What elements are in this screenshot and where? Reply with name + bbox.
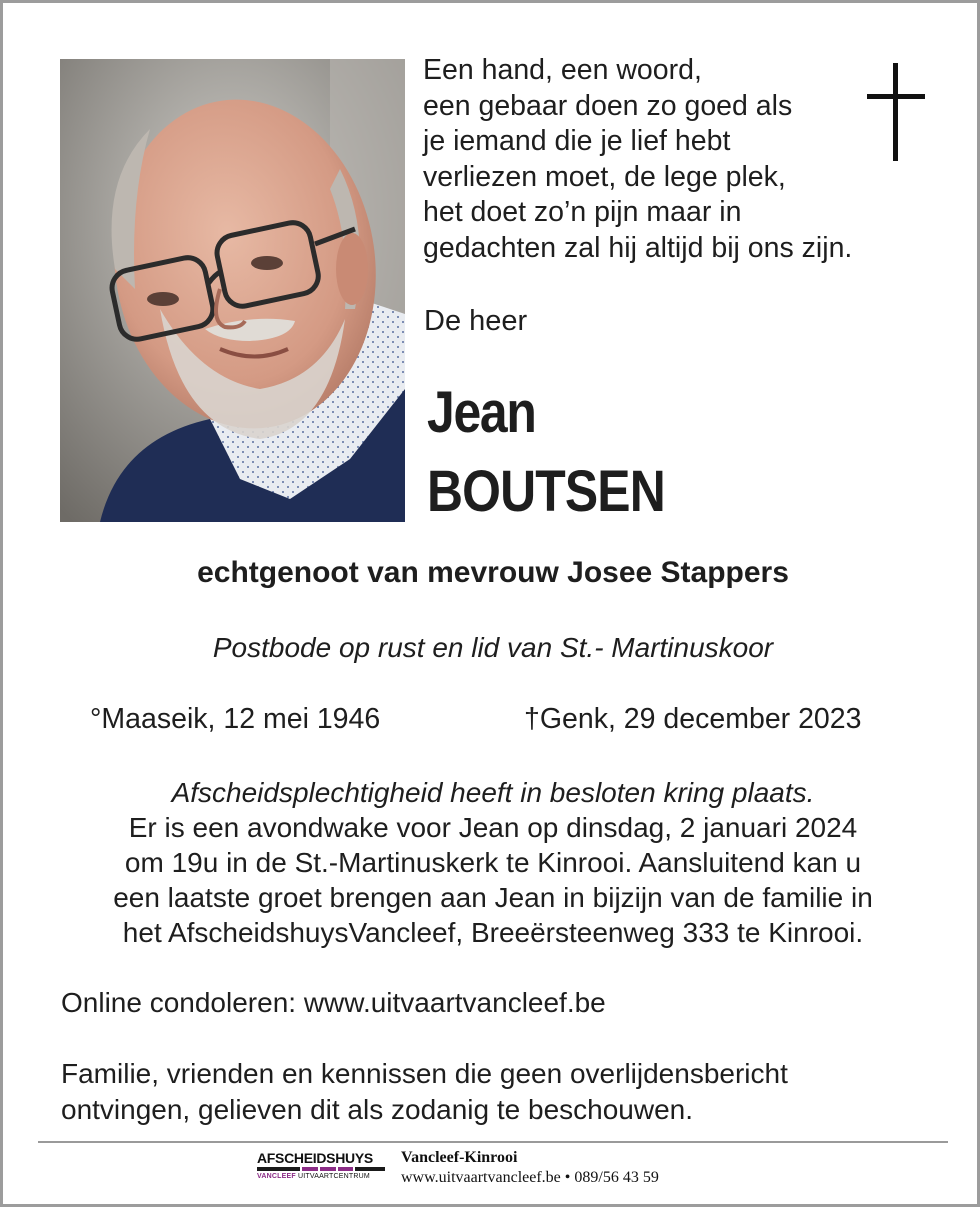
logo-title: AFSCHEIDSHUYS (257, 1150, 373, 1166)
birth-date: °Maaseik, 12 mei 1946 (90, 703, 381, 735)
logo-bar-segment (338, 1167, 354, 1171)
service-line: het AfscheidshuysVancleef, Breeërsteenweg 333 te Kinrooi. (122, 917, 864, 948)
logo-bar-segment (320, 1167, 336, 1171)
poem-line: een gebaar doen zo goed als (423, 89, 793, 122)
firm-contact: www.uitvaartvancleef.be • 089/56 43 59 (401, 1169, 659, 1186)
cross-icon (867, 63, 925, 163)
logo-bar-segment (302, 1167, 318, 1171)
first-name: Jean (427, 380, 536, 445)
logo-bar-segment (257, 1167, 300, 1171)
service-intro: Afscheidsplechtigheid heeft in besloten kring plaats. (171, 777, 815, 808)
honorific: De heer (424, 305, 528, 337)
last-name: BOUTSEN (427, 459, 665, 524)
service-line: Er is een avondwake voor Jean op dinsdag, 2 januari 2024 (128, 812, 858, 843)
logo-subtitle (257, 1173, 385, 1180)
logo-color-bar (257, 1167, 385, 1171)
poem (423, 53, 893, 266)
poem-line: het doet zo’n pijn maar in (423, 196, 742, 228)
poem-line: je iemand die je lief hebt (423, 125, 731, 157)
notice-line: ontvingen, gelieven dit als zodanig te beschouwen. (61, 1094, 693, 1125)
footer-divider (38, 1141, 948, 1143)
funeral-home-logo (257, 1150, 385, 1190)
spouse-line: echtgenoot van mevrouw Josee Stappers (197, 556, 789, 589)
logo-bar-segment (355, 1167, 385, 1171)
poem-line: verliezen moet, de lege plek, (423, 160, 786, 193)
online-condolences: Online condoleren: www.uitvaartvancleef.be (61, 987, 606, 1018)
service-line: een laatste groet brengen aan Jean in bijzijn van de familie in (113, 882, 873, 913)
notice-line: Familie, vrienden en kennissen die geen overlijdensbericht (61, 1058, 788, 1089)
poem-line: gedachten zal hij altijd bij ons zijn. (423, 231, 853, 264)
notice (61, 1056, 788, 1128)
service-info (3, 775, 980, 950)
firm-name: Vancleef-Kinrooi (401, 1149, 518, 1166)
logo-brand: VANCLEEF (257, 1173, 296, 1180)
logo-sub: UITVAARTCENTRUM (297, 1173, 370, 1180)
occupation-line: Postbode op rust en lid van St.- Martinuskoor (212, 632, 774, 663)
service-line: om 19u in de St.-Martinuskerk te Kinrooi. Aansluitend kan u (124, 847, 862, 878)
poem-line: Een hand, een woord, (423, 54, 702, 86)
portrait-photo (60, 59, 405, 522)
death-date: †Genk, 29 december 2023 (524, 703, 862, 735)
